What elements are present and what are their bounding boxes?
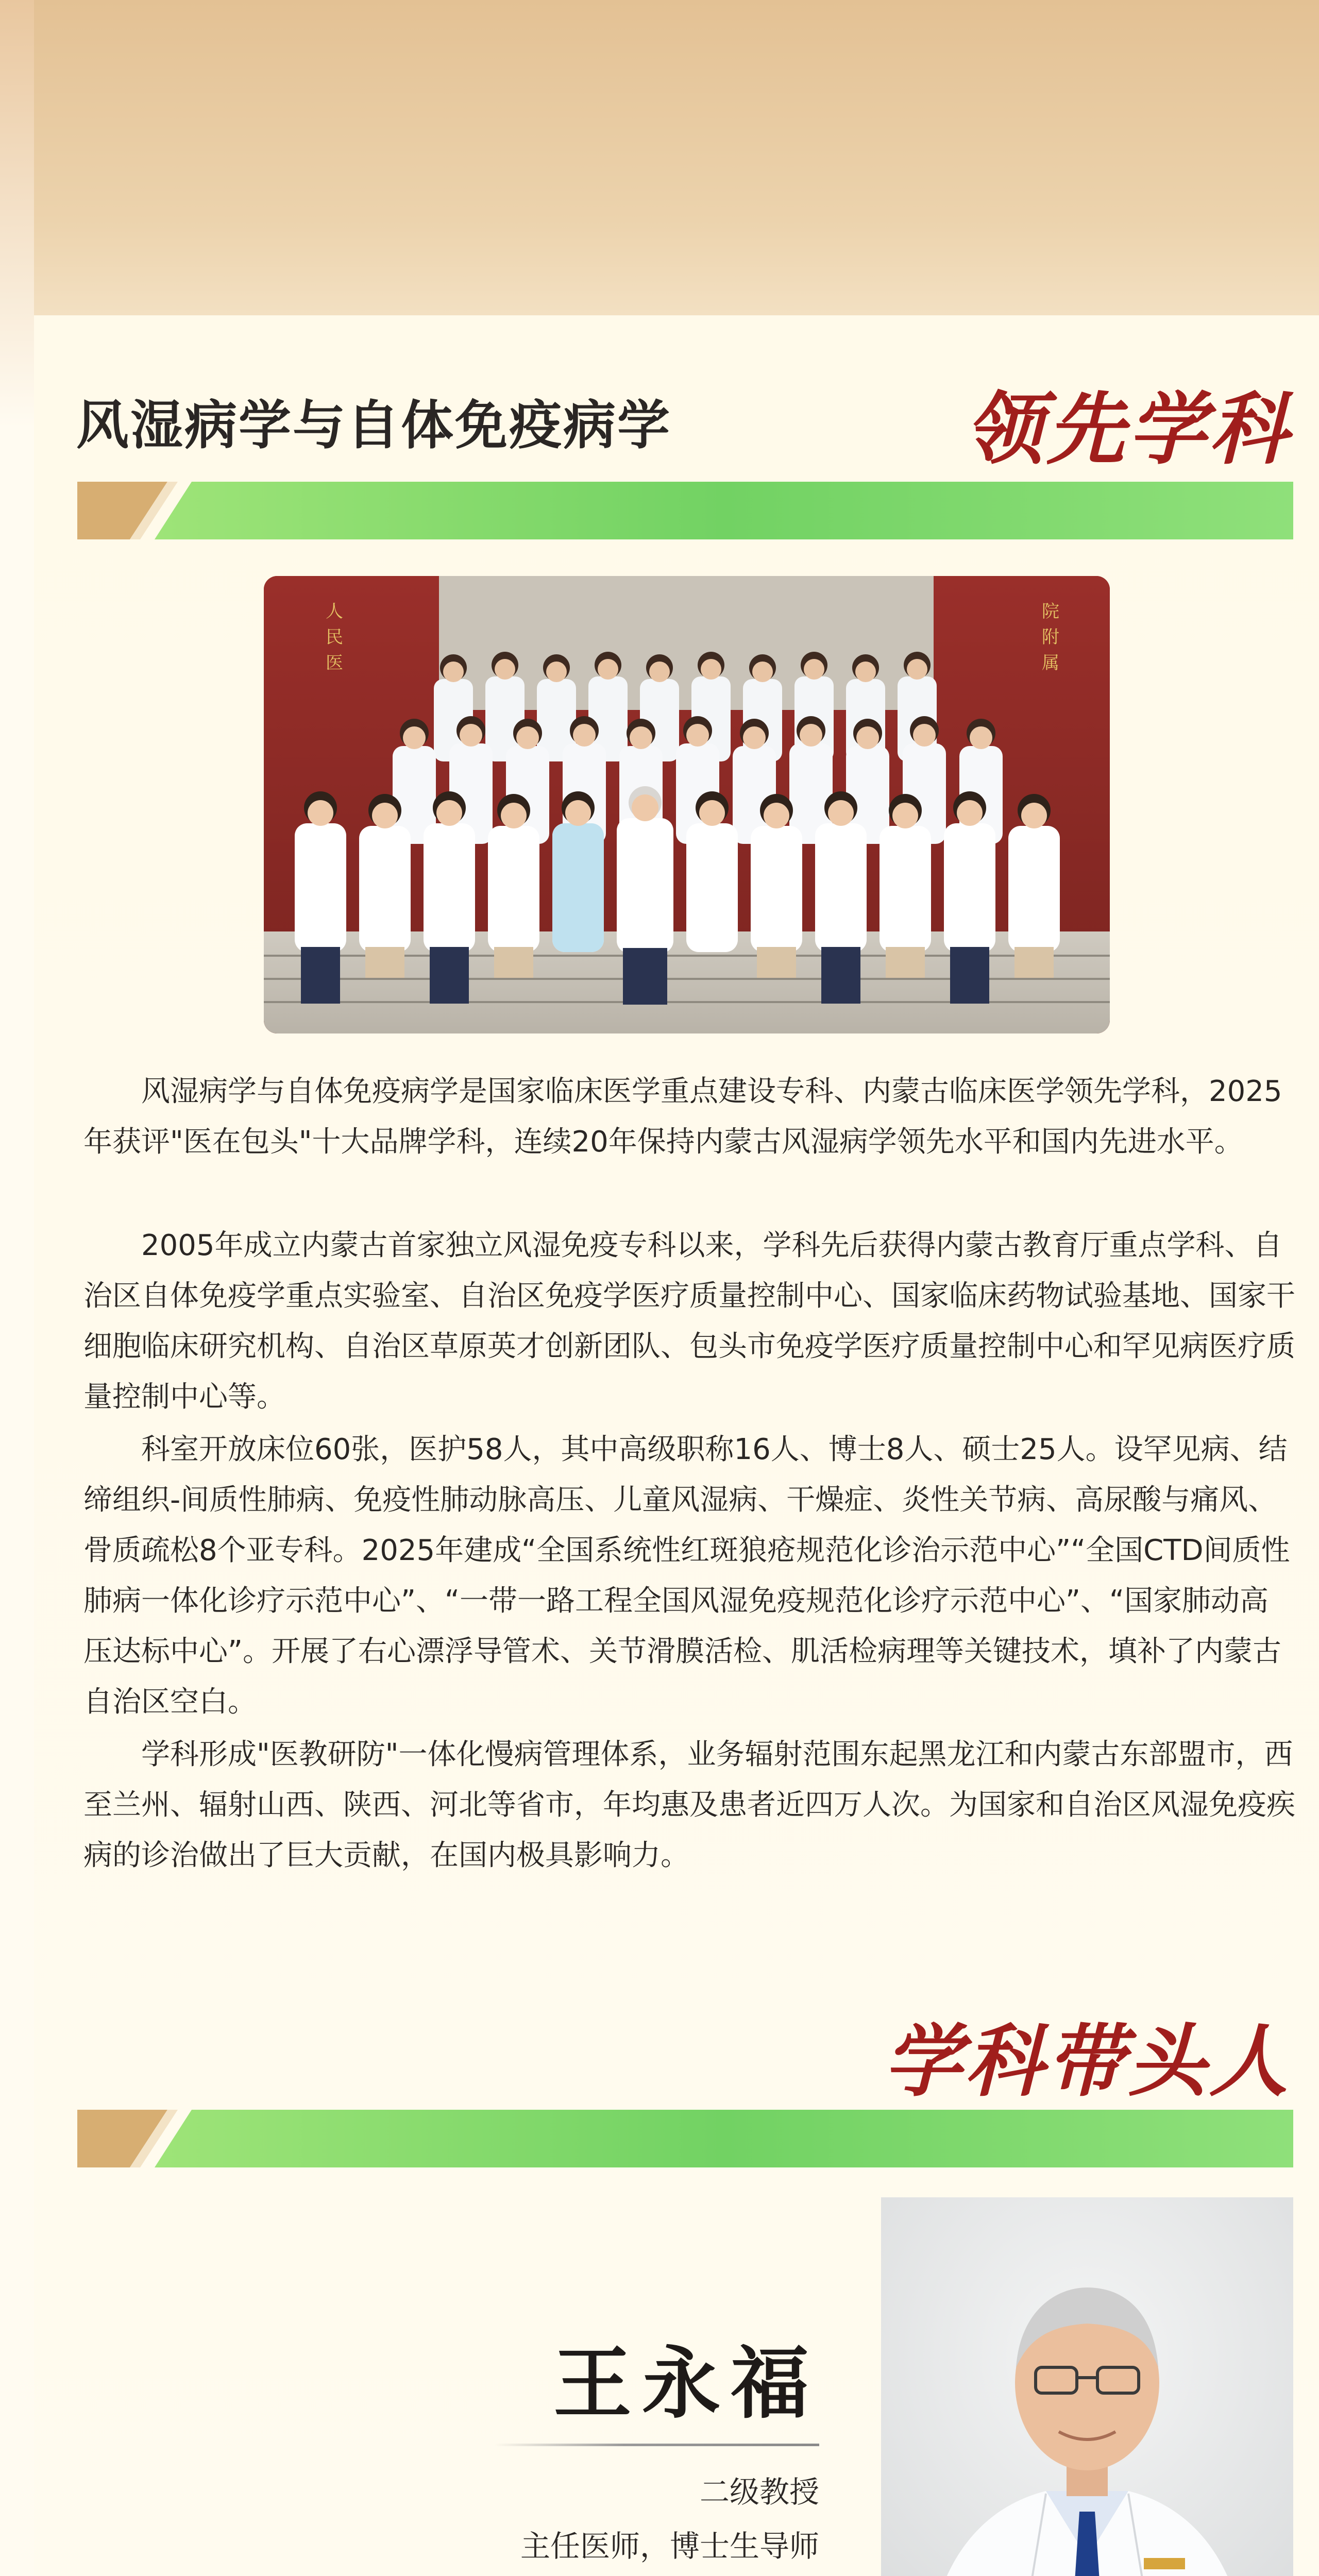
impact-paragraph: 学科形成"医教研防"一体化慢病管理体系，业务辐射范围东起黑龙江和内蒙古东部盟市，西至兰州、辐射山西、陕西、河北等省市，年均惠及患者近四万人次。为国家和自治区风湿免疫疾病的诊治做出了巨大贡献，在国内极具影响力。 — [83, 1738, 1295, 1872]
history-paragraph: 2005年成立内蒙古首家独立风湿免疫专科以来，学科先后获得内蒙古教育厅重点学科、自治区自体免疫学重点实验室、自治区免疫学医疗质量控制中心、国家临床药物试验基地、国家干细胞临床研究机构、自治区草原英才创新团队、包头市免疫学医疗质量控制中心和罕见病医疗质量控制中心等。 — [83, 1229, 1295, 1414]
svg-text:属: 属 — [1042, 653, 1059, 673]
team-group-photo — [264, 576, 1110, 1033]
section-divider — [77, 2110, 1293, 2167]
intro-paragraph: 风湿病学与自体免疫病学是国家临床医学重点建设专科、内蒙古临床医学领先学科，2025年获评"医在包头"十大品牌学科，连续20年保持内蒙古风湿病学领先水平和国内先进水平。 — [83, 1075, 1282, 1159]
section-divider — [77, 482, 1293, 539]
name-underline — [495, 2444, 819, 2446]
svg-text:附: 附 — [1042, 627, 1059, 648]
discipline-leader-badge: 学科带头人 — [884, 2016, 1291, 2107]
svg-text:医: 医 — [326, 653, 343, 673]
leader-title-professor: 二级教授 — [699, 2475, 819, 2510]
leader-portrait-photo — [881, 2197, 1293, 2576]
top-banner-band — [34, 0, 1319, 315]
section-title: 风湿病学与自体免疫病学 — [76, 395, 671, 456]
capacity-paragraph: 科室开放床位60张，医护58人，其中高级职称16人、博士8人、硕士25人。设罕见病、结缔组织-间质性肺病、免疫性肺动脉高压、儿童风湿病、干燥症、炎性关节病、高尿酸与痛风、骨质疏松8个亚专科。2025年建成“全国系统性红斑狼疮规范化诊治示范中心”“全国CTD间质性肺病一体化诊疗示范中心”、“一带一路工程全国风湿免疫规范化诊疗示范中心”、“国家肺动高压达标中心”。开展了右心漂浮导管术、关节滑膜活检、肌活检病理等关键技术，填补了内蒙古自治区空白。 — [83, 1433, 1290, 1719]
leader-title-physician: 主任医师，博士生导师 — [520, 2529, 819, 2564]
leader-name: 王永福 — [553, 2338, 819, 2429]
left-decor-strip — [0, 0, 34, 2576]
svg-text:人: 人 — [326, 601, 343, 622]
svg-text:院: 院 — [1042, 601, 1059, 622]
svg-text:民: 民 — [326, 627, 343, 648]
leading-discipline-badge: 领先学科 — [965, 384, 1291, 475]
